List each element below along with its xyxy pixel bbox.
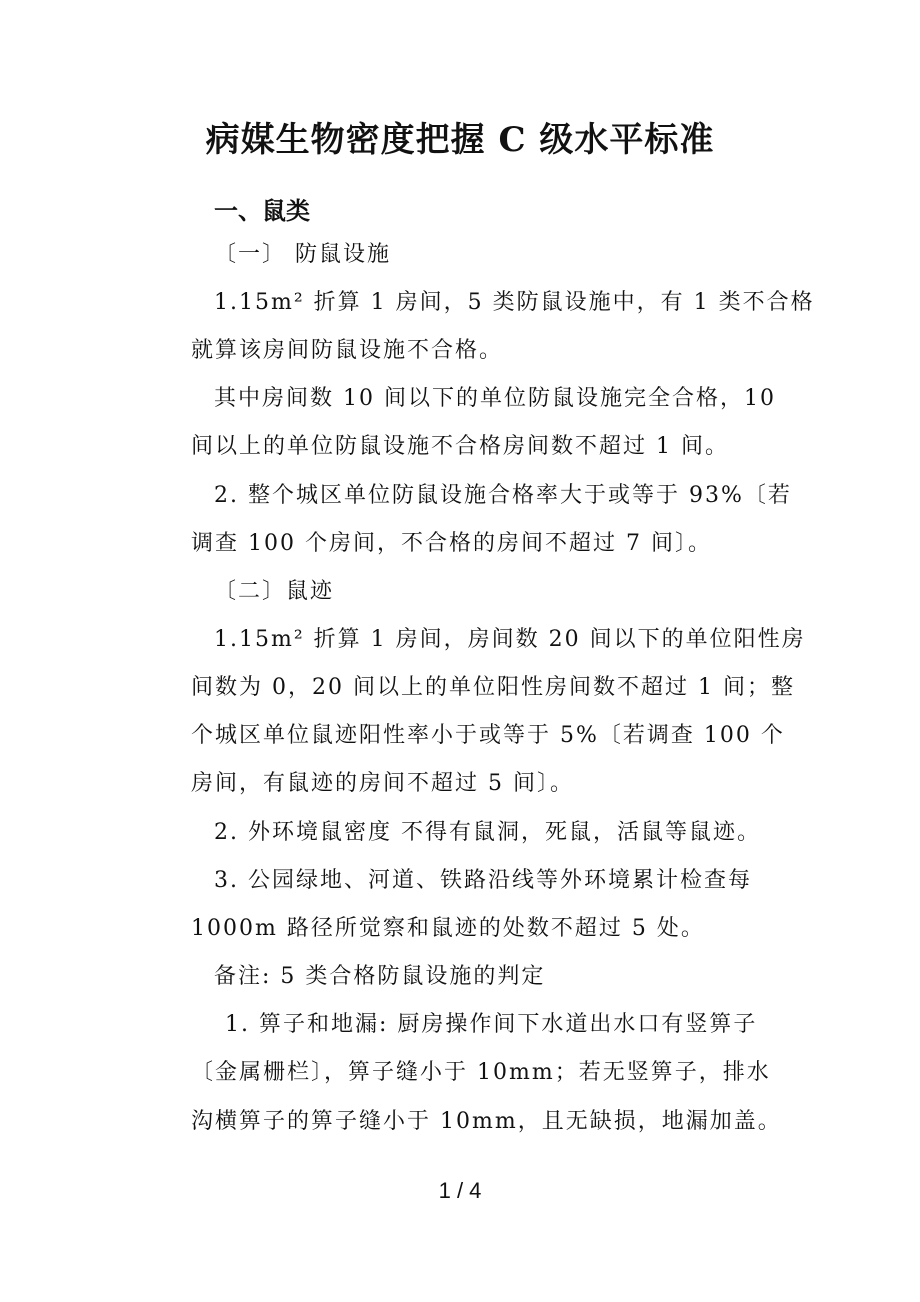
paragraph-line: 2. 整个城区单位防鼠设施合格率大于或等于 93%〔若	[214, 483, 792, 508]
page-indicator: 1 / 4	[438, 1178, 482, 1203]
paragraph-line: 房间，有鼠迹的房间不超过 5 间〕。	[191, 771, 574, 796]
paragraph-line: 1.15m² 折算 1 房间，5 类防鼠设施中，有 1 类不合格	[214, 290, 815, 315]
document-title: 病媒生物密度把握 C 级水平标准	[205, 120, 715, 160]
paragraph-line: 1000m 路径所觉察和鼠迹的处数不超过 5 处。	[191, 916, 705, 941]
paragraph-line: 3. 公园绿地、河道、铁路沿线等外环境累计检查每	[214, 868, 752, 893]
paragraph-line: 间以上的单位防鼠设施不合格房间数不超过 1 间。	[191, 434, 729, 459]
note-heading: 备注: 5 类合格防鼠设施的判定	[214, 964, 546, 989]
paragraph-line: 就算该房间防鼠设施不合格。	[191, 338, 504, 363]
section-heading: 一、鼠类	[214, 197, 310, 225]
paragraph-line: 其中房间数 10 间以下的单位防鼠设施完全合格，10	[214, 386, 776, 411]
paragraph-line: 1.15m² 折算 1 房间，房间数 20 间以下的单位阳性房	[214, 627, 806, 652]
paragraph-line: 沟横箅子的箅子缝小于 10mm，且无缺损，地漏加盖。	[191, 1109, 782, 1134]
paragraph-line: 间数为 0，20 间以上的单位阳性房间数不超过 1 间；整	[191, 675, 795, 700]
paragraph-line: 2. 外环境鼠密度 不得有鼠洞，死鼠，活鼠等鼠迹。	[214, 820, 761, 845]
paragraph-line: 调查 100 个房间，不合格的房间不超过 7 间〕。	[191, 531, 712, 556]
paragraph-line: 〔金属栅栏〕，箅子缝小于 10mm；若无竖箅子，排水	[191, 1060, 771, 1085]
paragraph-line: 个城区单位鼠迹阳性率小于或等于 5%〔若调查 100 个	[191, 723, 785, 748]
subsection-heading: 〔二〕鼠迹	[214, 579, 335, 604]
subsection-heading: 〔一〕 防鼠设施	[214, 242, 391, 267]
paragraph-line: 1. 箅子和地漏: 厨房操作间下水道出水口有竖箅子	[225, 1012, 758, 1037]
